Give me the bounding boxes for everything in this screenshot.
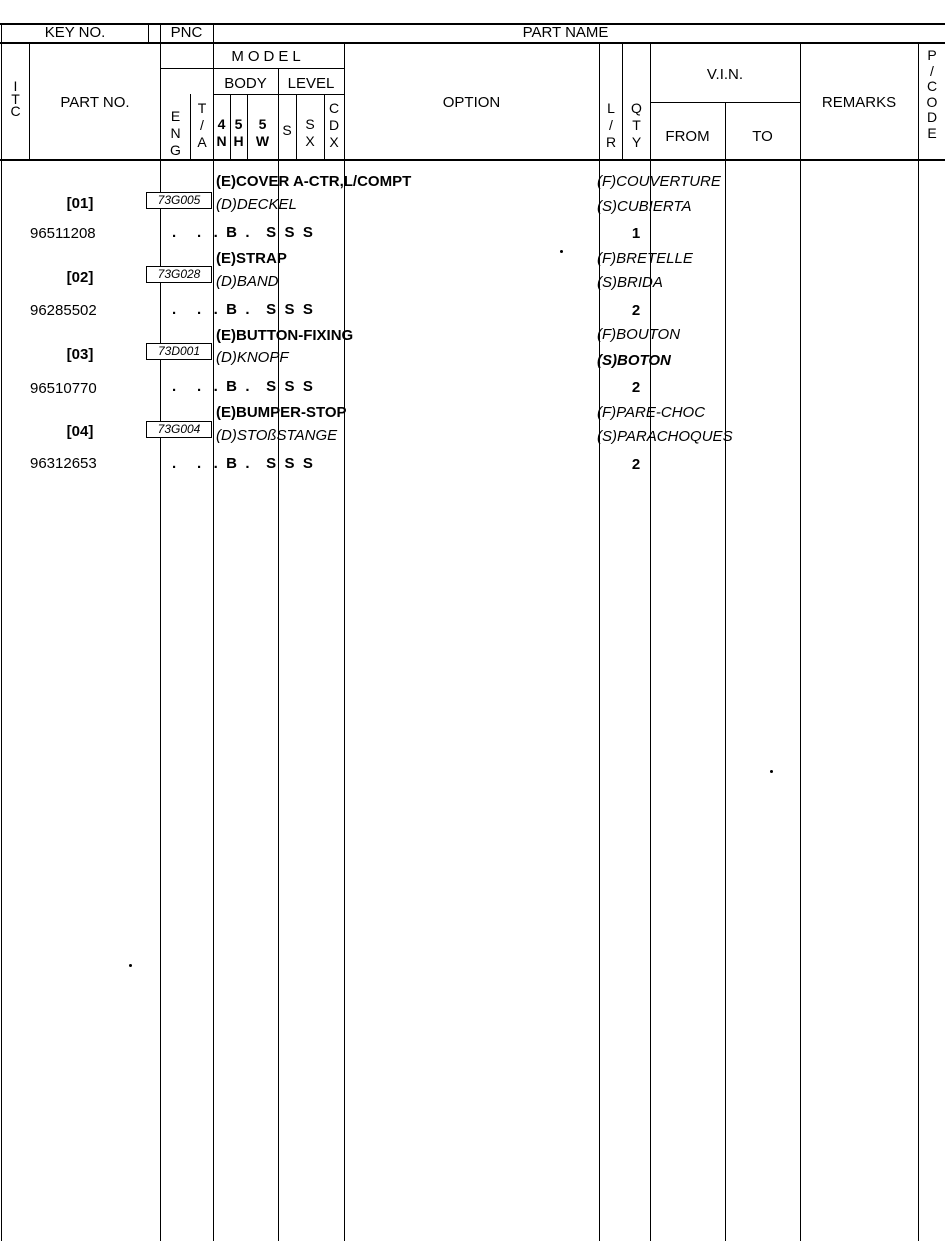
part-03-key: [03] (66, 346, 94, 363)
col-line-body (278, 68, 279, 1241)
part-02-part-no: 96285502 (30, 302, 97, 319)
scan-speck (129, 964, 132, 967)
rule-model (160, 68, 345, 69)
header-pnc: PNC (170, 24, 203, 41)
rule-header-1 (0, 42, 945, 44)
col-line-vin (800, 42, 801, 1241)
header-body: BODY (224, 75, 267, 92)
header-level-s: S (282, 122, 292, 138)
part-04-model-codes: . . . B . S S S (172, 455, 313, 472)
col-line-option (599, 42, 600, 1241)
header-ta: T / A (197, 100, 207, 150)
part-03-name-d: (D)KNOPF (216, 349, 289, 366)
rule-body-level (213, 94, 345, 95)
part-03-name-s: (S)BOTON (597, 352, 671, 369)
part-01-qty: 1 (631, 225, 641, 242)
header-option: OPTION (442, 94, 501, 111)
part-01-name-d: (D)DECKEL (216, 196, 297, 213)
col-line-keyno (148, 23, 149, 42)
part-02-name-d: (D)BAND (216, 273, 279, 290)
part-03-pnc: 73D001 (146, 343, 212, 360)
col-line-ta (213, 23, 214, 1241)
part-04-name-s: (S)PARACHOQUES (597, 428, 733, 445)
part-04-qty: 2 (631, 456, 641, 473)
part-04-name-e: (E)BUMPER-STOP (216, 404, 347, 421)
part-01-model-codes: . . . B . S S S (172, 224, 313, 241)
col-line-from (725, 102, 726, 1241)
part-03-model-codes: . . . B . S S S (172, 378, 313, 395)
header-lr: L / R (605, 100, 617, 150)
part-02-key: [02] (66, 269, 94, 286)
header-vin-from: FROM (665, 128, 710, 145)
col-line-left (1, 23, 2, 1241)
part-02-pnc: 73G028 (146, 266, 212, 283)
header-level-sx: S X (305, 116, 315, 149)
part-01-key: [01] (66, 195, 94, 212)
header-body-4n: 4 N (216, 116, 227, 149)
header-level-cdx: C D X (328, 100, 340, 150)
header-itc: I T C (10, 78, 21, 119)
col-line-model (344, 42, 345, 1241)
col-line-qty (650, 42, 651, 1241)
part-04-name-f: (F)PARE-CHOC (597, 404, 706, 421)
part-03-name-e: (E)BUTTON-FIXING (216, 327, 354, 344)
rule-header-bottom (0, 159, 945, 161)
part-01-name-f: (F)COUVERTURE (597, 173, 721, 190)
header-remarks: REMARKS (821, 94, 897, 111)
header-part-name: PART NAME (522, 24, 609, 41)
part-01-part-no: 96511208 (30, 225, 96, 242)
part-01-name-e: (E)COVER A-CTR,L/COMPT (216, 173, 412, 190)
header-eng: E N G (170, 108, 181, 158)
header-model: MODEL (231, 48, 305, 65)
part-04-key: [04] (66, 423, 94, 440)
part-02-name-s: (S)BRIDA (597, 274, 663, 291)
header-part-no: PART NO. (60, 94, 130, 111)
part-04-pnc: 73G004 (146, 421, 212, 438)
header-qty: Q T Y (631, 100, 642, 150)
header-level: LEVEL (287, 75, 335, 92)
header-body-5h: 5 H (233, 116, 244, 149)
part-02-qty: 2 (631, 302, 641, 319)
header-key-no: KEY NO. (44, 24, 106, 41)
header-body-5w: 5 W (255, 116, 270, 149)
scan-speck (770, 770, 773, 773)
part-02-name-f: (F)BRETELLE (597, 250, 693, 267)
part-01-pnc: 73G005 (146, 192, 212, 209)
part-01-name-s: (S)CUBIERTA (597, 198, 692, 215)
header-vin: V.I.N. (706, 66, 744, 83)
part-03-qty: 2 (631, 379, 641, 396)
header-pcode: P / C O D E (926, 47, 938, 141)
part-04-name-d: (D)STOßSTANGE (216, 427, 338, 444)
part-02-model-codes: . . . B . S S S (172, 301, 313, 318)
part-03-name-f: (F)BOUTON (597, 326, 681, 343)
part-03-part-no: 96510770 (30, 380, 97, 397)
col-line-remarks (918, 42, 919, 1241)
header-vin-to: TO (752, 128, 773, 145)
part-02-name-e: (E)STRAP (216, 250, 287, 267)
scan-speck (560, 250, 563, 253)
part-04-part-no: 96312653 (30, 455, 97, 472)
